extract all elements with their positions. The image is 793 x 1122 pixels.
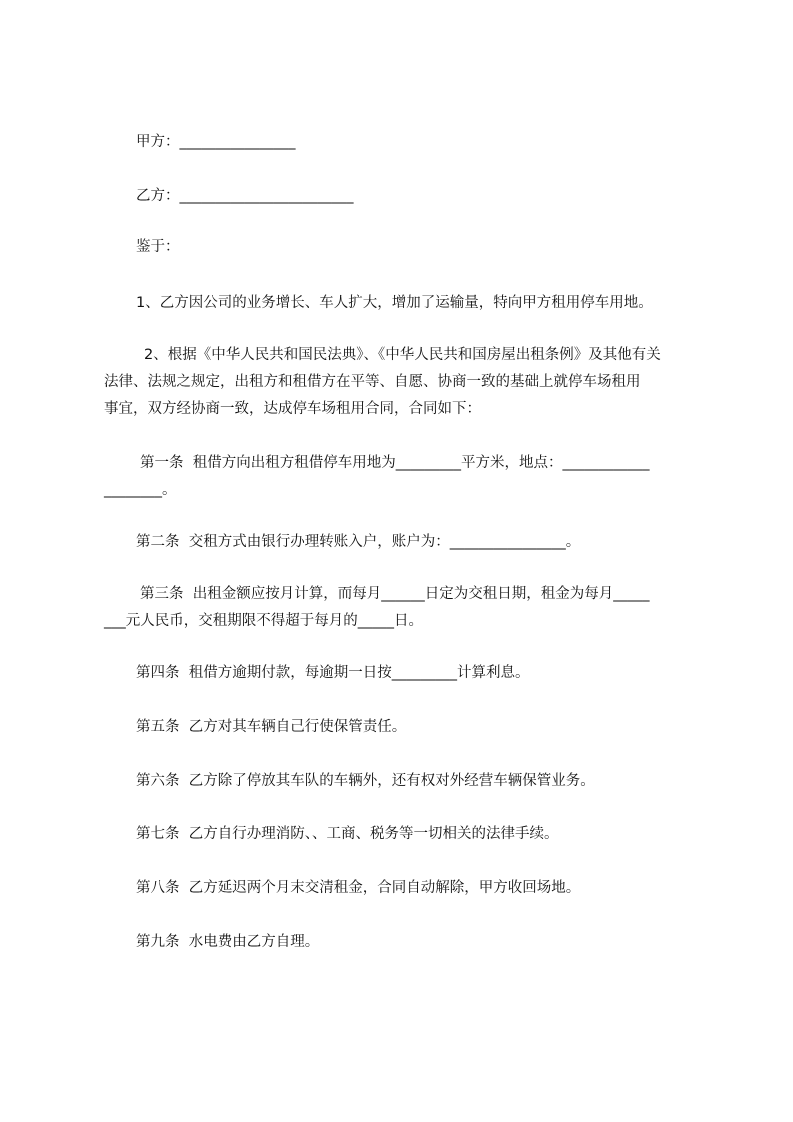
- article-8: 第八条 乙方延迟两个月末交清租金，合同自动解除，甲方收回场地。: [136, 880, 581, 896]
- article-3-line-1: 第三条 出租金额应按月计算，而每月______日定为交租日期，租金为每月_____: [140, 586, 650, 602]
- recital-1: 1、乙方因公司的业务增长、车人扩大，增加了运输量，特向甲方租用停车用地。: [136, 295, 653, 311]
- party-a-line: 甲方：________________: [136, 134, 296, 150]
- recital-2-line-2: 法律、法规之规定，出租方和租借方在平等、自愿、协商一致的基础上就停车场租用: [104, 374, 641, 390]
- article-6: 第六条 乙方除了停放其车队的车辆外，还有权对外经营车辆保管业务。: [136, 773, 595, 789]
- article-5: 第五条 乙方对其车辆自己行使保管责任。: [136, 719, 407, 735]
- article-9: 第九条 水电费由乙方自理。: [136, 934, 320, 950]
- article-2: 第二条 交租方式由银行办理转账入户，账户为：________________。: [136, 534, 581, 550]
- article-7: 第七条 乙方自行办理消防、、工商、税务等一切相关的法律手续。: [136, 826, 559, 842]
- party-b-line: 乙方：________________________: [136, 188, 354, 204]
- recital-2-line-1: 2、根据《中华人民共和国民法典》、《中华人民共和国房屋出租条例》及其他有关: [144, 347, 661, 363]
- article-1-line-2: ________。: [104, 482, 177, 498]
- recital-2-line-3: 事宜，双方经协商一致，达成停车场租用合同，合同如下：: [104, 401, 481, 417]
- article-1-line-1: 第一条 租借方向出租方租借停车用地为_________平方米，地点：____________: [140, 455, 650, 471]
- article-4: 第四条 租借方逾期付款，每逾期一日按_________计算利息。: [136, 665, 530, 681]
- article-3-line-2: ___元人民币，交租期限不得超于每月的_____日。: [104, 613, 423, 629]
- whereas-heading: 鉴于：: [136, 239, 180, 255]
